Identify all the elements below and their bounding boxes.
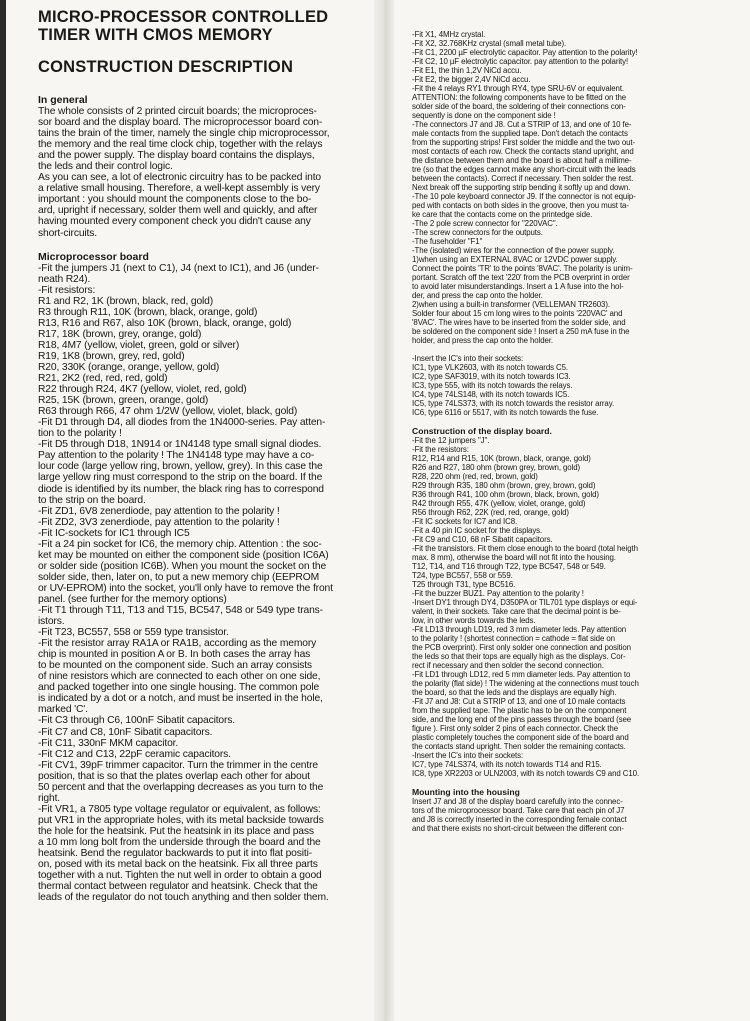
text-line: -The 10 pole keyboard connector J9. If the connector is not equip- [412,192,636,201]
text-line: lour code (large yellow ring, brown, yellow, grey). In this case the [38,461,323,473]
text-line: male contacts from the supplied tape. Don't detach the contacts [412,129,628,138]
text-line: chip is mounted in position A or B. In both cases the array has [38,649,311,661]
text-line: Connect the points 'TR' to the points '8VAC'. The polarity is unim- [412,264,633,273]
text-line: -Fit E1, the thin 1,2V NiCd accu. [412,66,522,75]
text-line: IC4, type 74LS148, with its notch towards IC5. [412,390,570,399]
text-line: -The connectors J7 and J8. Cut a STRIP of 13, and one of 10 fe- [412,120,632,129]
section-title: CONSTRUCTION DESCRIPTION [38,58,294,76]
text-line: solder side of the board, the soldering of their connections con- [412,102,626,111]
text-line: together with a nut. Tighten the nut well in order to obtain a good [38,870,322,882]
text-line: the memory and the real time clock chip, together with the relays [38,139,323,151]
text-line: portant. Scratch off the text '220' from the PCB overprint in order [412,273,630,282]
text-line: on, posed with its metal back on the heatsink. Fix all three parts [38,859,318,871]
text-line: R20, 330K (orange, orange, yellow, gold) [38,361,220,373]
text-line: 1)when using an EXTERNAL 8VAC or 12VDC power supply. [412,255,618,264]
text-line: tre (so that the edges cannot make any short-circuit with the leads [412,165,636,174]
text-line: and that there exists no short-circuit between the different con- [412,824,624,833]
section-heading: Construction of the display board. [412,426,552,436]
text-line: neath R24). [38,273,91,285]
text-line: der, and press the cap onto the holder. [412,291,543,300]
text-line: ATTENTION: the following components have to be fitted on the [412,93,627,102]
text-line: ped with contacts on both sides in the groove, then you must ta- [412,201,629,210]
text-line: -Fit the 4 relays RY1 through RY4, type SRU-6V or equivalent. [412,84,625,93]
page-left-edge [0,0,6,1021]
left-column [38,8,364,1018]
text-line: R42 through R55, 47K (yellow, violet, orange, gold) [412,499,586,508]
text-line: tains the brain of the timer, namely the single chip microprocessor, [38,128,330,140]
text-line: IC5, type 74LS373, with its notch towards the resistor array. [412,399,615,408]
text-line: 2)when using a built-in transformer (VELLEMAN TR2603). [412,300,610,309]
text-line: marked 'C'. [38,704,88,716]
text-line: most contacts of each row. Check the contacts stand upright, and [412,147,634,156]
text-line: the hole for the heatsink. Put the heatsink in its place and pass [38,825,314,837]
text-line: -The 2 pole screw connector for "220VAC". [412,219,558,228]
text-line: R28, 220 ohm (red, red, brown, gold) [412,472,538,481]
text-line: heatsink. Bend the regulator backwards to put it into flat positi- [38,848,312,860]
text-line: -Fit X2, 32.768KHz crystal (small metal tube). [412,39,567,48]
text-line: R17, 18K (brown, grey, orange, gold) [38,328,202,340]
text-line: Solder four about 15 cm long wires to the points '220VAC' and [412,309,623,318]
text-line: holder, and press the cap onto the holder. [412,336,554,345]
paragraph-gap [412,778,736,787]
text-line: a 10 mm long bolt from the underside through the board and the [38,837,321,848]
text-line: large yellow ring must correspond to the strip on the board. If the [38,472,323,484]
text-line: to the polarity ! (shortest connection = cathode = flat side on [412,634,615,643]
text-line: R3 through R11, 10K (brown, black, orange, gold) [38,306,258,318]
text-line: the board, so that the leds and the displays are equally high. [412,688,617,697]
text-line: plastic completely touches the component side of the board and [412,733,629,742]
text-line: solder side, then, later on, to put a new memory chip (EEPROM [38,571,320,583]
text-line: R21, 2K2 (red, red, red, gold) [38,373,168,385]
text-line: -Fit C11, 330nF MKM capacitor. [38,737,179,749]
text-line: a relative small housing. Therefore, a well-kept assembly is very [38,183,320,195]
right-column-body [412,30,736,833]
text-line: leads of the regulator do not touch anything and then solder them. [38,892,329,904]
text-line: IC8, type XR2203 or ULN2003, with its notch towards C9 and C10. [412,769,640,778]
text-line: -Fit LD13 through LD19, red 3 mm diameter leds. Pay attention [412,625,627,634]
text-line: -Fit C7 and C8, 10nF Sibatit capacitors. [38,726,213,738]
text-line: R19, 1K8 (brown, grey, red, gold) [38,350,185,362]
text-line: low, in other words towards the leds. [412,616,536,625]
text-line: the distance between them and the board is about half a millime- [412,156,632,165]
text-line: having mounted every component check you didn't cause any [38,216,311,228]
text-line: IC2, type SAF3019, with its notch towards IC3. [412,372,571,381]
text-line: -Fit CV1, 39pF trimmer capacitor. Turn the trimmer in the centre [38,759,318,771]
text-line: -Fit C12 and C13, 22pF ceramic capacitors. [38,748,231,760]
text-line: sequently is done on the component side ! [412,111,556,120]
text-line: R22 through R24, 4K7 (yellow, violet, red, gold) [38,384,247,396]
text-line: max. 8 mm), otherwise the board will not fit into the housing. [412,553,616,562]
text-line: -Fit C2, 10 µF electrolytic capacitor. pay attention to the polarity! [412,57,629,66]
text-line: put VR1 in the appropriate holes, with its metal backside towards [38,814,324,826]
text-line: -Fit D1 through D4, all diodes from the 1N4000-series. Pay atten- [38,417,326,429]
text-line: rect if necessary and then solder the second connection. [412,661,604,670]
text-line: -Fit E2, the bigger 2,4V NiCd accu. [412,75,531,84]
text-line: '8VAC'. The wires have to be inserted from the solder side, and [412,318,626,327]
text-line: tion to the polarity ! [38,428,122,440]
text-line: figure ). First only solder 2 pins of each connector. Check the [412,724,618,733]
text-line: -Insert DY1 through DY4, D350PA or TIL701 type displays or equi- [412,598,638,607]
text-line: IC1, type VLK2603, with its notch towards C5. [412,363,569,372]
text-line: and packed together into one single housing. The common pole [38,682,320,694]
text-line: -Fit the resistors: [412,445,469,454]
text-line: R1 and R2, 1K (brown, black, red, gold) [38,295,214,307]
text-line: -Fit a 40 pin IC socket for the displays. [412,526,543,535]
paragraph-gap [38,239,364,251]
text-line: ard, upright if necessary, solder them well and quickly, and after [38,205,318,217]
text-line: -Fit C9 and C10, 68 nF Sibatit capacitors. [412,535,553,544]
text-line: sor board and the display board. The microprocessor board con- [38,117,323,129]
left-column-body [38,94,364,903]
text-line: Insert J7 and J8 of the display board carefully into the connec- [412,797,623,806]
text-line: -Fit J7 and J8: Cut a STRIP of 13, and one of 10 male contacts [412,697,626,706]
text-line: R18, 4M7 (yellow, violet, green, gold or silver) [38,339,240,351]
text-line: R56 through R62, 22K (red, red, orange, gold) [412,508,569,517]
text-line: thermal contact between regulator and heatsink. Check that the [38,881,318,893]
text-line: Pay attention to the polarity ! The 1N4148 type may have a co- [38,450,315,462]
text-line: -Fit resistors: [38,284,96,296]
text-line: -The screw connectors for the outputs. [412,228,543,237]
text-line: panel. (see further for the memory options) [38,593,227,605]
text-line: IC3, type 555, with its notch towards the relays. [412,381,573,390]
section-heading: Mounting into the housing [412,787,520,797]
text-line: -Fit ZD1, 6V8 zenerdiode, pay attention to the polarity ! [38,505,280,517]
text-line: be soldered on the component side ! Insert a 250 mA fuse in the [412,327,630,336]
text-line: to be mounted on the component side. Such an array consists [38,660,312,672]
text-line: -Fit the jumpers J1 (next to C1), J4 (next to IC1), and J6 (under- [38,262,319,274]
text-line: The whole consists of 2 printed circuit boards; the microproces- [38,106,317,117]
text-line: -Fit X1, 4MHz crystal. [412,30,486,39]
text-line: short-circuits. [38,227,97,239]
paragraph-gap [412,417,736,426]
paragraph-gap [412,345,736,354]
text-line: IC6, type 6116 or 5517, with its notch towards the fuse. [412,408,599,417]
text-line: position, that is so that the plates overlap each other for about [38,770,310,782]
text-line: T12, T14, and T16 through T22, type BC547, 548 or 549. [412,562,606,571]
text-line: to avoid later misunderstandings. Insert a 1 A fuse into the hol- [412,282,624,291]
text-line: -Fit ZD2, 3V3 zenerdiode, pay attention to the polarity ! [38,516,280,528]
text-line: istors. [38,616,65,628]
document-title: MICRO-PROCESSOR CONTROLLED TIMER WITH CMOS MEMORY [38,8,329,44]
text-line: diode is identified by its number, the black ring has to correspond [38,483,324,495]
text-line: -The (isolated) wires for the connection of the power supply. [412,246,615,255]
text-line: -The fuseholder "F1" [412,237,483,246]
section-heading: Microprocessor board [38,250,149,263]
text-line: T24, type BC557, 558 or 559. [412,571,513,580]
text-line: R25, 15K (brown, green, orange, gold) [38,395,209,407]
text-line: right. [38,792,60,804]
section-heading: In general [38,94,88,106]
text-line: the leds so that their tops are equally high as the displays. Cor- [412,652,626,661]
text-line: from the supplied tape. The plastic has to be on the component [412,706,627,715]
text-line: -Fit VR1, a 7805 type voltage regulator or equivalent, as follows: [38,803,321,815]
text-line: -Fit a 24 pin socket for IC6, the memory chip. Attention : the soc- [38,538,322,550]
text-line: -Insert the IC's into their sockets: [412,354,524,363]
text-line: valent, in their sockets. Take care that the decimal point is be- [412,607,621,616]
text-line: -Fit the buzzer BUZ1. Pay attention to the polarity ! [412,589,584,598]
text-line: -Fit T1 through T11, T13 and T15, BC547, 548 or 549 type trans- [38,605,323,617]
text-line: between the contacts). Correct if necessary. Then solder the rest. [412,174,634,183]
text-line: from the supporting strips! First solder the middle and the two out- [412,138,636,147]
text-line: IC7, type 74LS374, with its notch towards T14 and R15. [412,760,602,769]
text-line: -Fit D5 through D18, 1N914 or 1N4148 type small signal diodes. [38,439,322,451]
page-spine [374,0,394,1021]
text-line: -Fit C1, 2200 µF electrolytic capacitor. Pay attention to the polarity! [412,48,638,57]
text-line: to the strip on the board. [38,494,146,506]
text-line: R12, R14 and R15, 10K (brown, black, orange, gold) [412,454,591,463]
text-line: -Fit T23, BC557, 558 or 559 type transistor. [38,627,229,639]
text-line: the contacts stand upright. Then solder the remaining contacts. [412,742,626,751]
text-line: -Fit IC-sockets for IC1 through IC5 [38,527,190,539]
text-line: and the power supply. The display board contains the displays, [38,150,315,162]
text-line: R26 and R27, 180 ohm (brown grey, brown, gold) [412,463,581,472]
text-line: 50 percent and that the overlapping decreases as you turn to the [38,781,324,793]
text-line: the PCB overprint). First only solder one connection and position [412,643,631,652]
text-line: R13, R16 and R67, also 10K (brown, black, orange, gold) [38,317,292,329]
text-line: important : you should mount the components close to the bo- [38,194,312,206]
text-line: tors of the microprocessor board. Take care that each pin of J7 [412,806,625,815]
text-line: -Fit the 12 jumpers "J". [412,436,490,445]
text-line: or solder side (position IC6B). When you mount the socket on the [38,560,327,572]
text-line: -Fit C3 through C6, 100nF Sibatit capacitors. [38,715,235,727]
right-column [412,30,736,1020]
text-line: and J8 is correctly inserted in the corresponding female contact [412,815,627,824]
text-line: is indicated by a dot or a notch, and must be inserted in the hole, [38,693,323,705]
text-line: the leds and their control logic. [38,161,173,173]
text-line: T25 through T31, type BC516. [412,580,516,589]
text-line: -Insert the IC's into their sockets: [412,751,524,760]
text-line: -Fit the resistor array RA1A or RA1B, according as the memory [38,638,317,650]
text-line: ke care that the contacts come on the printedge side. [412,210,593,219]
text-line: R63 through R66, 47 ohm 1/2W (yellow, violet, black, gold) [38,406,298,418]
text-line: the polarity (flat side) ! The widening at the connections must touch [412,679,639,688]
text-line: -Fit the transistors. Fit them close enough to the board (total heigth [412,544,638,553]
text-line: As you can see, a lot of electronic circuitry has to be packed into [38,172,321,184]
text-line: -Fit LD1 through LD12, red 5 mm diameter leds. Pay attention to [412,670,631,679]
text-line: R29 through R35, 180 ohm (brown, grey, brown, gold) [412,481,596,490]
text-line: side, and the long end of the pins passes through the board (see [412,715,632,724]
text-line: R36 through R41, 100 ohm (brown, black, brown, gold) [412,490,599,499]
text-line: ket may be mounted on either the component side (position IC6A) [38,549,329,561]
text-line: Next break off the supporting strip bending it softly up and down. [412,183,631,192]
text-line: -Fit IC sockets for IC7 and IC8. [412,517,518,526]
text-line: of nine resistors which are connected to each other on one side, [38,671,321,683]
text-line: or UV-EPROM) into the socket, you'll only have to remove the front [38,582,333,594]
